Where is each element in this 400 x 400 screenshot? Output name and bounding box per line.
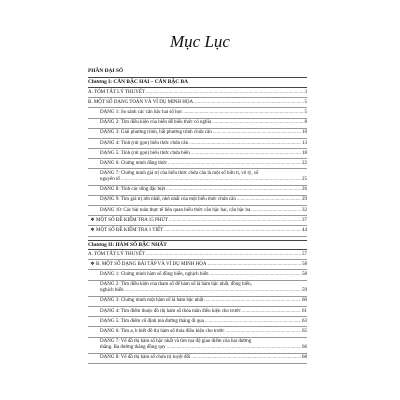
dot-leader — [191, 355, 301, 361]
toc-entry-text: A. TÓM TẮT LÝ THUYẾT — [88, 89, 145, 95]
toc-entry-page: 26 — [302, 187, 307, 193]
toc-entry[interactable] — [88, 338, 307, 354]
toc-entry-text: DẠNG 2: Tìm điều kiện của tham số để hàm số là hàm bậc nhất, đồng biến, — [100, 282, 252, 288]
toc-entry[interactable] — [88, 281, 307, 297]
dot-leader — [212, 120, 303, 126]
toc-entry-text: DẠNG 5: Tìm điểm cố định mà đường thẳng đi qua — [100, 318, 204, 324]
dot-leader — [168, 161, 301, 167]
toc-entry-page: 58 — [302, 272, 307, 278]
toc-entry-text: DẠNG 3: Giải phương trình, bất phương trình chứa căn — [100, 130, 212, 136]
toc-entry-page: 32 — [302, 207, 307, 213]
toc-entry-text-cont: thẳng. Ba đường thẳng đồng quy — [100, 345, 166, 351]
toc-entry-page: 25 — [302, 177, 307, 183]
toc-entry[interactable] — [88, 129, 307, 139]
dot-leader — [166, 187, 301, 193]
toc-entry-page: 57 — [302, 251, 307, 257]
toc-entry-page: 63 — [302, 318, 307, 324]
dot-leader — [164, 228, 301, 234]
dot-leader — [205, 319, 301, 325]
toc-entry-page: 37 — [302, 217, 307, 223]
toc-entry[interactable] — [88, 206, 307, 216]
toc-entry-page: 60 — [302, 298, 307, 304]
toc-entry-text: DẠNG 6: Tìm a, b biết đồ thị hàm số thỏa điều kiện cho trước — [100, 328, 225, 334]
dot-leader — [204, 298, 301, 304]
dot-leader — [210, 272, 301, 278]
dot-leader — [189, 141, 301, 147]
toc-entry[interactable] — [88, 260, 307, 270]
toc-entry[interactable] — [88, 297, 307, 307]
toc-entry[interactable] — [88, 307, 307, 317]
toc-entry-page: 59 — [302, 288, 307, 294]
toc-entry-page: 44 — [302, 228, 307, 233]
dot-leader — [226, 329, 301, 335]
dot-leader — [169, 218, 301, 224]
dot-leader — [167, 345, 301, 351]
toc-entry-page: 5 — [304, 99, 307, 105]
toc-entry-page: 66 — [302, 345, 307, 351]
toc-entry-text: DẠNG 8: Tính các tổng đặc biệt — [100, 187, 166, 193]
toc-entry-text: DẠNG 9: Tìm giá trị lớn nhất, nhỏ nhất của một biểu thức chứa căn — [100, 197, 236, 203]
dot-leader — [251, 208, 301, 214]
toc-entry-text: DẠNG 1: Chứng minh hàm số đồng biến, nghịch biến — [100, 272, 209, 278]
toc-entry-page: 61 — [302, 308, 307, 314]
toc-entry[interactable] — [88, 216, 307, 226]
diamond-bullet-icon: ❖ — [90, 217, 95, 223]
toc-entry-text: DẠNG 4: Tìm điểm thuộc đồ thị hàm số thỏa mãn điều kiện cho trước — [100, 308, 241, 314]
toc-entry-text: B. MỘT SỐ DẠNG BÀI TẬP VÀ VÍ DỤ MINH HỌA — [96, 261, 207, 267]
dot-leader — [242, 309, 301, 315]
toc-entry-text: DẠNG 6: Chứng minh đẳng thức — [100, 160, 167, 166]
toc-entry[interactable] — [88, 196, 307, 206]
toc-entry-text: DẠNG 4: Tính (rút gọn) biểu thức chứa căn — [100, 140, 189, 146]
toc-entry-text: DẠNG 10: Các bài toán thực tế liên quan biểu thức căn bậc hai, căn bậc ba — [100, 207, 251, 213]
toc-entry[interactable] — [88, 119, 307, 129]
toc-entry-text: DẠNG 7: Chứng minh giá trị của biểu thức chứa căn là một số hữu tỉ, vô tỷ, số — [100, 171, 259, 177]
dot-leader — [124, 288, 301, 294]
page-title: Mục Lục — [170, 32, 230, 51]
toc-entry[interactable] — [88, 108, 307, 118]
toc-entry[interactable] — [88, 139, 307, 149]
toc-entry-text-cont: nguyên tố — [100, 177, 120, 183]
toc-entry-page: 18 — [302, 150, 307, 156]
dot-leader — [183, 110, 303, 116]
toc-entry[interactable] — [88, 186, 307, 196]
dot-leader — [207, 262, 301, 268]
part-title: PHẦN ĐẠI SỐ — [88, 68, 124, 74]
toc-entry-text: DẠNG 1: So sánh các căn bậc hai số học — [100, 109, 183, 115]
toc-entry-page: 65 — [302, 328, 307, 334]
toc-content — [88, 68, 307, 364]
toc-entry[interactable] — [88, 98, 307, 108]
diamond-bullet-icon: ❖ — [90, 228, 95, 233]
toc-entry-text: MỘT SỐ ĐỀ KIỂM TRA 15 PHÚT — [96, 217, 169, 223]
toc-entry[interactable] — [88, 327, 307, 337]
toc-entry[interactable] — [88, 250, 307, 260]
toc-entry-page: 13 — [302, 140, 307, 146]
toc-entry-page: 3 — [304, 89, 307, 95]
toc-entry-page: 22 — [302, 160, 307, 166]
toc-entry[interactable] — [88, 270, 307, 280]
toc-entry-page: 29 — [302, 197, 307, 203]
toc-entry-text: DẠNG 2: Tìm điều kiện của biến để biểu thức có nghĩa — [100, 120, 212, 126]
toc-entry-page: 58 — [302, 261, 307, 267]
toc-entry-text: DẠNG 5: Tính (rút gọn) biểu thức chứa biến — [100, 150, 190, 156]
toc-entry[interactable] — [88, 88, 307, 98]
dot-leader — [146, 90, 304, 96]
toc-entry-page: 10 — [302, 130, 307, 136]
toc-entry-text: DẠNG 8: Vẽ đồ thị hàm số chứa trị tuyệt đối — [100, 355, 191, 361]
toc-entry-page: 68 — [302, 355, 307, 361]
toc-entry[interactable] — [88, 226, 307, 236]
dot-leader — [194, 100, 303, 106]
toc-entry-text: DẠNG 3: Chứng minh một hàm số là hàm bậc nhất — [100, 298, 204, 304]
chapter-heading: Chương II: HÀM SỐ BẬC NHẤT — [88, 240, 307, 250]
toc-entry[interactable] — [88, 159, 307, 169]
toc-entry-text: B. MỘT SỐ DẠNG TOÁN VÀ VÍ DỤ MINH HỌA — [88, 99, 194, 105]
dot-leader — [191, 151, 301, 157]
dot-leader — [146, 252, 301, 258]
toc-entry[interactable] — [88, 149, 307, 159]
toc-entry-page: 8 — [304, 120, 307, 126]
toc-entry-text: A. TÓM TẮT LÝ THUYẾT — [88, 251, 145, 257]
toc-entry-text-cont: nghịch biến — [100, 288, 124, 294]
dot-leader — [121, 177, 301, 183]
diamond-bullet-icon: ❖ — [90, 261, 95, 267]
toc-entry-text: DẠNG 7: Vẽ đồ thị hàm số bậc nhất và tìm tọa độ giao điểm của hai đường — [100, 339, 252, 345]
toc-entry[interactable] — [88, 317, 307, 327]
toc-entry[interactable] — [88, 169, 307, 185]
dot-leader — [237, 197, 301, 203]
toc-entry-page: 5 — [304, 109, 307, 115]
chapter-heading: Chương I: CĂN BẬC HAI – CĂN BẬC BA — [88, 77, 307, 87]
toc-entry[interactable] — [88, 354, 307, 364]
toc-entry-text: MỘT SỐ ĐỀ KIỂM TRA 1 TIẾT — [96, 228, 164, 233]
dot-leader — [213, 130, 301, 136]
